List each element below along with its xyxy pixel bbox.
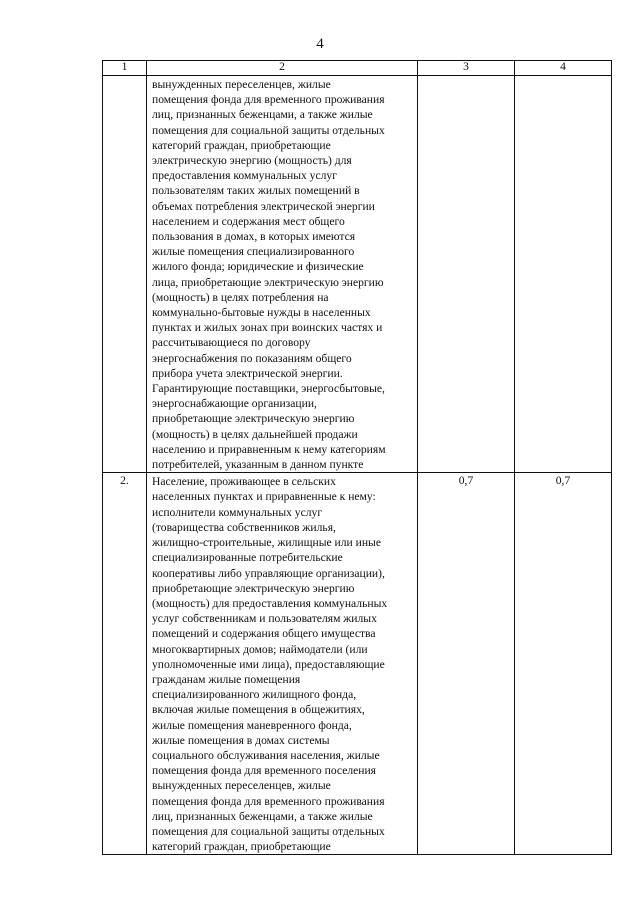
description-line: жилищно-строительные, жилищные или иные	[152, 536, 381, 550]
description-line: пользователям таких жилых помещений в	[152, 184, 360, 198]
row-value-col-4: 0,7	[515, 473, 612, 855]
table-row	[103, 473, 612, 855]
row-value-col-4	[515, 76, 612, 473]
table-header-row	[103, 61, 612, 76]
tariff-table	[102, 60, 612, 855]
row-description	[147, 473, 418, 855]
description-line: Население, проживающее в сельских	[152, 475, 336, 489]
description-line: рассчитывающиеся по договору	[152, 336, 311, 350]
description-line: (мощность) для предоставления коммунальных	[152, 596, 388, 610]
row-value-col-3: 0,7	[418, 473, 515, 855]
description-line: жилые помещения маневренного фонда,	[152, 718, 352, 732]
description-line: населенных пунктах и приравненные к нему:	[152, 490, 376, 504]
description-line: исполнители коммунальных услуг	[152, 505, 323, 519]
description-line: вынужденных переселенцев, жилые	[152, 78, 331, 91]
description-line: специализированного жилищного фонда,	[152, 688, 357, 702]
description-line: (мощность) в целях потребления на	[152, 290, 329, 304]
description-line: помещения фонда для временного поселения	[152, 764, 377, 778]
description-line: уполномоченные ими лица), предоставляющие	[152, 657, 385, 671]
description-line: предоставления коммунальных услуг	[152, 169, 337, 183]
description-line: включая жилые помещения в общежитиях,	[152, 703, 365, 717]
description-line: жилые помещения в домах системы	[152, 733, 330, 747]
header-col-4: 4	[515, 61, 612, 76]
page-number: 4	[316, 36, 324, 52]
description-line: вынужденных переселенцев, жилые	[152, 779, 331, 793]
description-line: гражданам жилые помещения	[152, 672, 301, 686]
description-line: помещения фонда для временного проживания	[152, 93, 385, 107]
description-line: лиц, признанных беженцами, а также жилые	[152, 108, 373, 122]
table-row	[103, 76, 612, 473]
description-line: (мощность) в целях дальнейшей продажи	[152, 427, 358, 441]
description-line: жилые помещения специализированного	[152, 245, 355, 259]
description-line: специализированные потребительские	[152, 551, 343, 565]
description-line: приобретающие электрическую энергию	[152, 581, 355, 595]
description-line: объемах потребления электрической энергии	[152, 199, 375, 213]
description-line: услуг собственникам и пользователям жилых	[152, 612, 377, 626]
description-line: лиц, признанных беженцами, а также жилые	[152, 809, 373, 823]
header-col-2: 2	[147, 61, 418, 76]
description-line: помещений и содержания общего имущества	[152, 627, 376, 641]
description-line: категорий граждан, приобретающие	[152, 840, 331, 854]
row-number	[103, 76, 147, 473]
description-line: категорий граждан, приобретающие	[152, 138, 331, 152]
description-line: жилого фонда; юридические и физические	[152, 260, 364, 274]
description-line: прибора учета электрической энергии.	[152, 366, 343, 380]
description-line: потребителей, указанным в данном пункте	[152, 458, 364, 472]
description-line: энергоснабжения по показаниям общего	[152, 351, 352, 365]
description-line: электрическую энергию (мощность) для	[152, 154, 352, 168]
description-line: социального обслуживания населения, жилые	[152, 748, 380, 762]
description-line: (товарищества собственников жилья,	[152, 520, 336, 534]
row-number: 2.	[103, 473, 147, 855]
header-col-1: 1	[103, 61, 147, 76]
description-line: населением и содержания мест общего	[152, 214, 345, 228]
row-description	[147, 76, 418, 473]
header-col-3: 3	[418, 61, 515, 76]
row-value-col-3	[418, 76, 515, 473]
description-line: помещения фонда для временного проживания	[152, 794, 385, 808]
description-line: населению и приравненным к нему категориям	[152, 442, 386, 456]
description-line: приобретающие электрическую энергию	[152, 412, 355, 426]
description-line: пунктах и жилых зонах при воинских частях и	[152, 321, 383, 335]
description-line: помещения для социальной защиты отдельных	[152, 824, 385, 838]
description-line: лица, приобретающие электрическую энергию	[152, 275, 384, 289]
description-line: помещения для социальной защиты отдельных	[152, 123, 385, 137]
description-line: энергоснабжающие организации,	[152, 397, 317, 411]
description-line: коммунально-бытовые нужды в населенных	[152, 306, 371, 320]
description-line: Гарантирующие поставщики, энергосбытовые,	[152, 382, 385, 396]
description-line: кооперативы либо управляющие организации),	[152, 566, 385, 580]
description-line: многоквартирных домов; наймодатели (или	[152, 642, 368, 656]
description-line: пользования в домах, в которых имеются	[152, 230, 356, 244]
